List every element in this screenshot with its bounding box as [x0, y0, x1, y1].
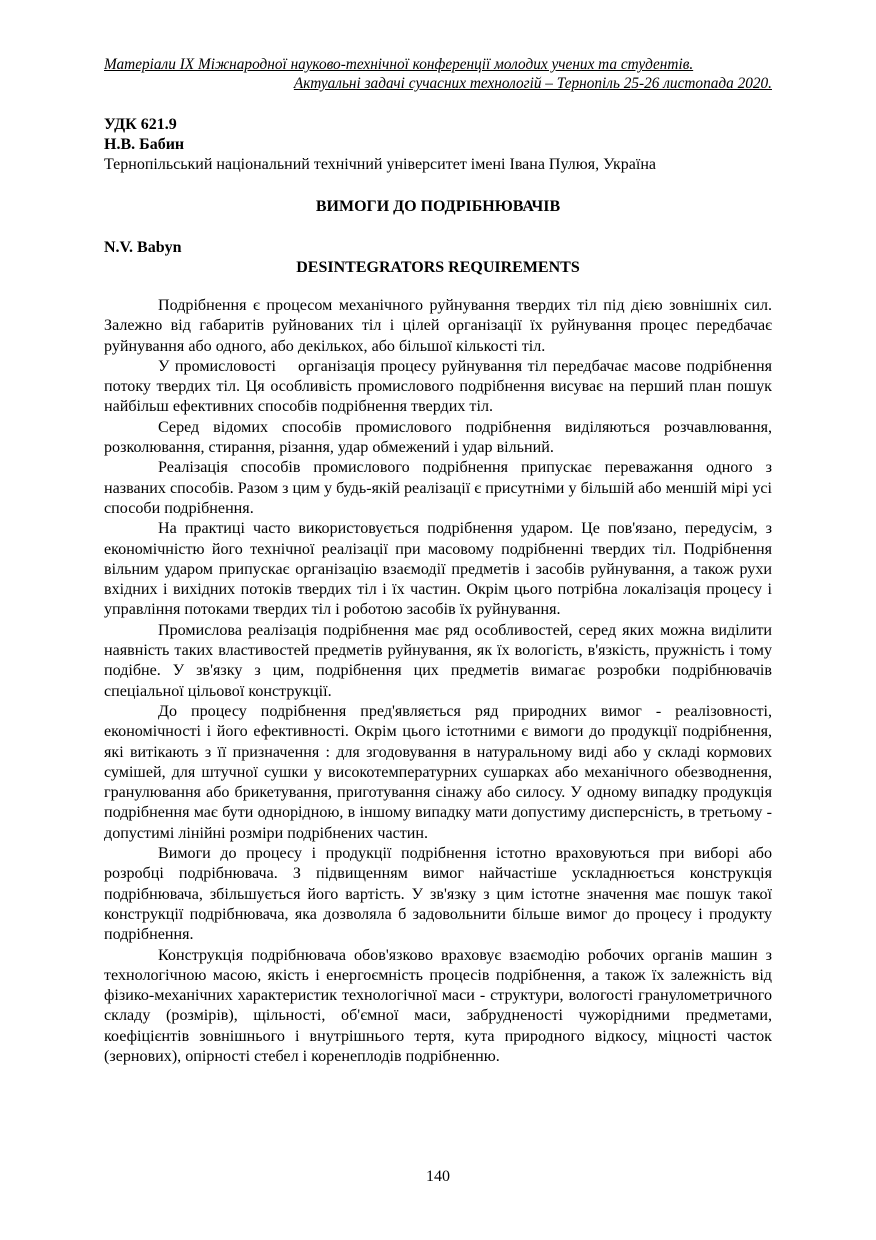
paragraph: Серед відомих способів промислового подрібнення виділяються розчавлювання, розколювання, стирання, різання, удар обмежений і удар вільний. [104, 418, 772, 457]
body-text [104, 296, 777, 1067]
paragraph: Реалізація способів промислового подрібнення припускає переважання одного з названих способів. Разом з цим у будь-якій реалізації є присутніми у більшій або меншій мірі усі способи подрібнення. [104, 459, 772, 517]
header-line-1: Матеріали IX Міжнародної науково-технічної конференції молодих учених та студентів. [104, 56, 694, 73]
paragraph: Подрібнення є процесом механічного руйнування твердих тіл під дією зовнішніх сил. Залежно від габаритів руйнованих тіл і цілей організації їх руйнування процес передбачає руйнування або одного, або декількох, або більшої кількості тіл. [104, 297, 772, 355]
paragraph: Промислова реалізація подрібнення має ряд особливостей, серед яких можна виділити наявність таких властивостей предметів руйнування, як їх вологість, в'язкість, пружність і тому подібне. У зв'язку з цим, подрібнення цих предметів вимагає розробки подрібнювачів спеціальної цільової конструкції. [104, 621, 772, 700]
author-name-en: N.V. Babyn [104, 239, 182, 256]
paper-title-ua: ВИМОГИ ДО ПОДРІБНЮВАЧІВ [315, 198, 561, 215]
header-line-2: Актуальні задачі сучасних технологій – Тернопіль 25-26 листопада 2020. [293, 75, 772, 92]
author-name-ua: Н.В. Бабин [104, 136, 185, 153]
paragraph: На практиці часто використовується подрібнення ударом. Це пов'язано, передусім, з економічністю його технічної реалізації при масовому подрібненні твердих тіл. Подрібнення вільним ударом припускає організацію взаємодії предметів і засобів руйнування, а також рухи вхідних і вихідних потоків твердих тіл і їх частин. Окрім цього потрібна локалізація процесу і управління потоками твердих тіл і роботою засобів їх руйнування. [104, 520, 772, 619]
paragraph: Конструкція подрібнювача обов'язково враховує взаємодію робочих органів машин з технологічною масою, якість і енергоємність процесів подрібнення, а також їх залежність від фізико-механічних характеристик технологічної маси - структури, вологості гранулометричного складу (розмірів), щільності, об'ємної маси, забрудненості чужорідними предметами, коефіцієнтів зовнішнього і внутрішнього тертя, кута природного відкосу, міцності часток (зернових), опірності стебел і коренеплодів подрібненню. [104, 946, 772, 1065]
paragraph: До процесу подрібнення пред'являється ряд природних вимог - реалізовності, економічності і його ефективності. Окрім цього істотними є вимоги до продукції подрібнення, які витікають з її призначення : для згодовування в натуральному виді або у складі кормових сумішей, для штучної сушки у високотемпературних сушарках або механічного обезводнення, гранулювання або брикетування, приготування сінажу або силосу. У одному випадку продукція подрібнення має бути однорідною, в іншому випадку мати допустиму дисперсність, в третьому - допустимі лінійні розміри подрібнених частин. [104, 702, 772, 842]
conference-header [104, 55, 772, 93]
udk-code: УДК 621.9 [104, 116, 177, 133]
author-affiliation: Тернопільський національний технічний університет імені Івана Пулюя, Україна [104, 156, 656, 173]
page-number: 140 [426, 1168, 450, 1185]
paper-title-en: DESINTEGRATORS REQUIREMENTS [296, 259, 580, 276]
paragraph: У промисловості організація процесу руйнування тіл передбачає масове подрібнення потоку твердих тіл. Ця особливість промислового подрібнення висуває на перший план пошук найбільш ефективних способів подрібнення твердих тіл. [104, 357, 777, 416]
paragraph: Вимоги до процесу і продукції подрібнення істотно враховуються при виборі або розробці подрібнювача. З підвищенням вимог найчастіше ускладнюється конструкція подрібнювача, збільшується його вартість. У зв'язку з цим істотне значення має пошук такої конструкції подрібнювача, яка дозволяла б задовольнити більше вимог до процесу і продукту подрібнення. [104, 845, 772, 944]
